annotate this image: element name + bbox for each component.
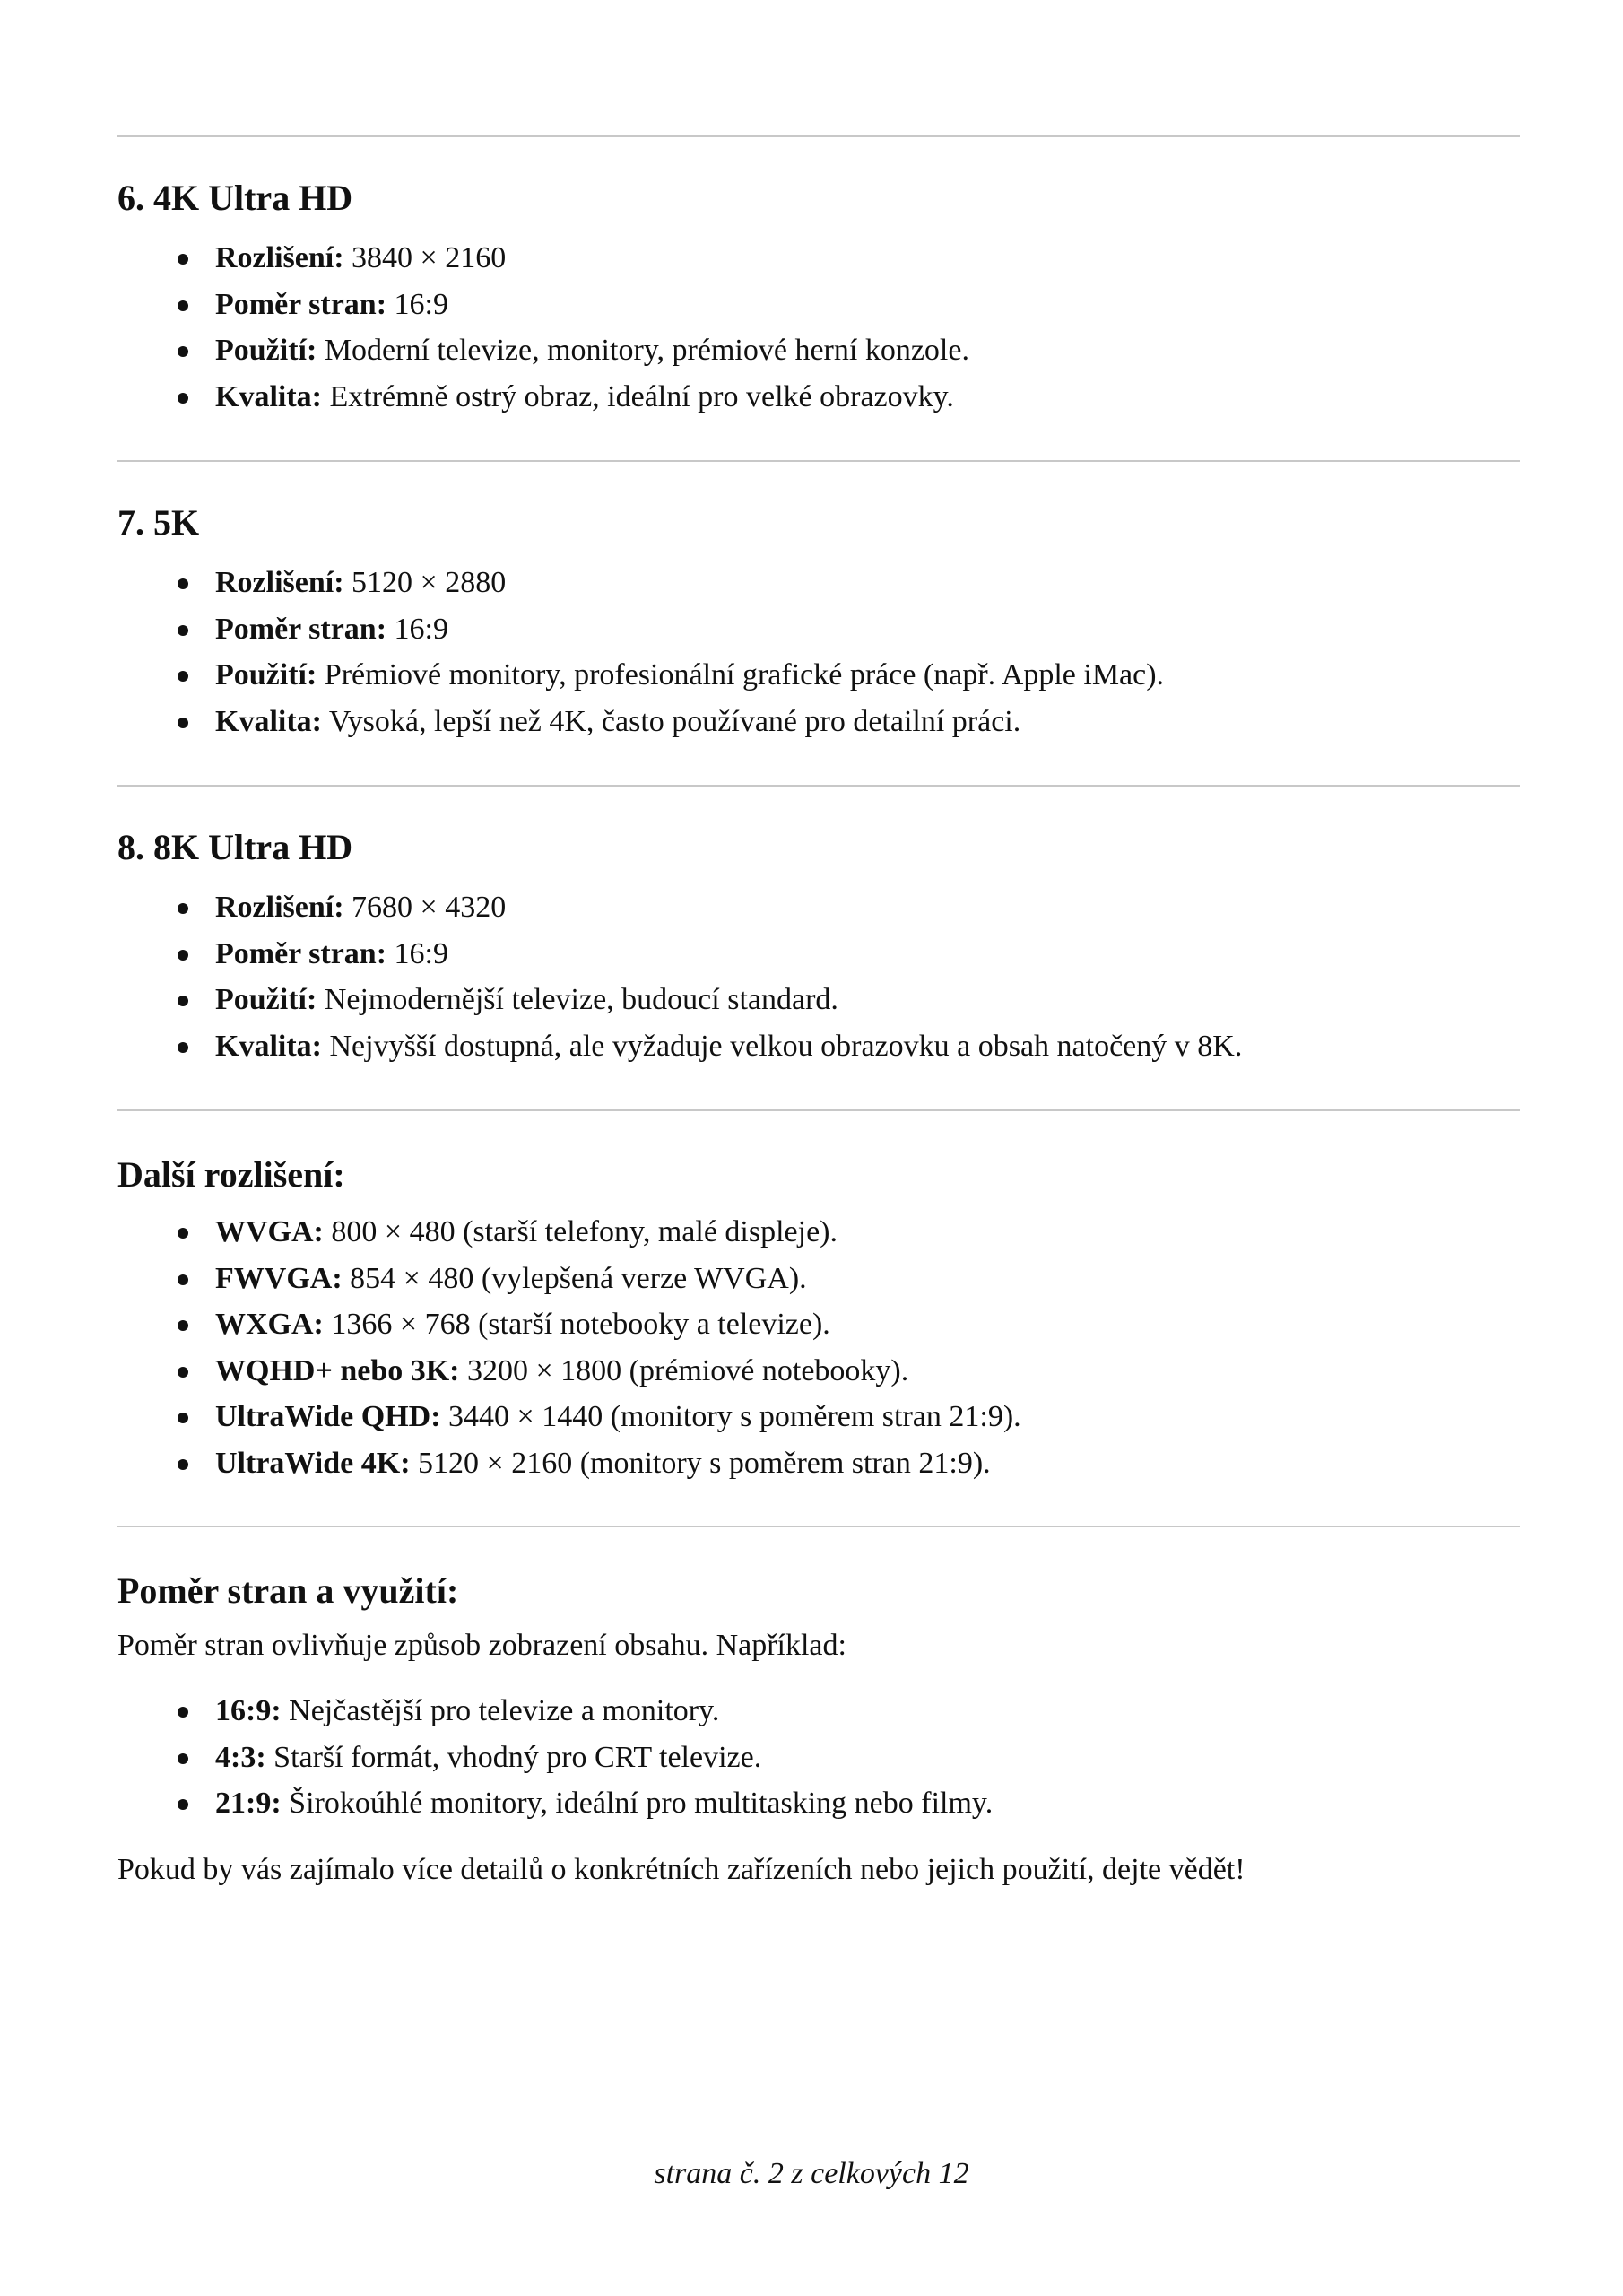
item-label: 4:3: <box>215 1740 266 1774</box>
spec-list-4k <box>117 235 969 420</box>
list-item <box>215 1023 1242 1070</box>
item-text: 5120 × 2160 (monitory s poměrem stran 21:9). <box>410 1446 991 1480</box>
other-resolutions-list <box>117 1209 1021 1486</box>
item-label: Použití: <box>215 658 317 691</box>
horizontal-rule <box>117 460 1520 462</box>
item-label: Kvalita: <box>215 704 322 738</box>
item-text: 16:9 <box>386 287 448 321</box>
list-item <box>215 1780 993 1827</box>
item-label: Kvalita: <box>215 1029 322 1063</box>
item-text: Starší formát, vhodný pro CRT televize. <box>265 1740 762 1774</box>
item-label: WVGA: <box>215 1215 324 1248</box>
list-item <box>215 699 1164 745</box>
section-heading-5k: 7. 5K <box>117 502 200 543</box>
list-item <box>215 606 1164 653</box>
item-label: Rozlišení: <box>215 241 344 274</box>
item-text: 16:9 <box>386 612 448 646</box>
item-text: Vysoká, lepší než 4K, často používané pro detailní práci. <box>321 704 1021 738</box>
item-text: Prémiové monitory, profesionální grafické práce (např. Apple iMac). <box>317 658 1165 691</box>
item-label: Poměr stran: <box>215 936 387 970</box>
list-item <box>215 884 1242 931</box>
item-label: Použití: <box>215 334 317 367</box>
item-label: Rozlišení: <box>215 891 344 924</box>
list-item <box>215 1394 1021 1440</box>
list-item <box>215 652 1164 699</box>
item-label: Rozlišení: <box>215 566 344 599</box>
item-text: 3440 × 1440 (monitory s poměrem stran 21:9). <box>440 1400 1021 1433</box>
item-label: UltraWide 4K: <box>215 1446 411 1480</box>
list-item <box>215 977 1242 1023</box>
list-item <box>215 560 1164 606</box>
list-item <box>215 282 969 328</box>
horizontal-rule <box>117 1526 1520 1527</box>
item-text: 16:9 <box>386 936 448 970</box>
list-item <box>215 1256 1021 1302</box>
item-label: 16:9: <box>215 1694 282 1727</box>
spec-list-8k <box>117 884 1242 1069</box>
spec-list-5k <box>117 560 1164 744</box>
horizontal-rule <box>117 785 1520 787</box>
section-heading-8k: 8. 8K Ultra HD <box>117 827 353 867</box>
item-text: 854 × 480 (vylepšená verze WVGA). <box>342 1261 807 1295</box>
item-label: 21:9: <box>215 1787 282 1820</box>
item-label: Kvalita: <box>215 379 322 413</box>
section-heading-other-resolutions: Další rozlišení: <box>117 1154 345 1195</box>
list-item <box>215 374 969 421</box>
list-item <box>215 1348 1021 1395</box>
item-text: Moderní televize, monitory, prémiové herní konzole. <box>317 334 969 367</box>
list-item <box>215 235 969 282</box>
horizontal-rule <box>117 1109 1520 1111</box>
item-label: WXGA: <box>215 1308 324 1341</box>
item-text: 3840 × 2160 <box>343 241 507 274</box>
list-item <box>215 1688 993 1735</box>
item-text: Extrémně ostrý obraz, ideální pro velké obrazovky. <box>321 379 954 413</box>
item-text: Širokoúhlé monitory, ideální pro multitasking nebo filmy. <box>281 1787 994 1820</box>
item-text: 5120 × 2880 <box>343 566 507 599</box>
item-label: Použití: <box>215 983 317 1016</box>
item-label: Poměr stran: <box>215 287 387 321</box>
item-text: Nejvyšší dostupná, ale vyžaduje velkou obrazovku a obsah natočený v 8K. <box>321 1029 1243 1063</box>
horizontal-rule <box>117 135 1520 137</box>
item-text: 7680 × 4320 <box>343 891 507 924</box>
list-item <box>215 327 969 374</box>
section-heading-4k: 6. 4K Ultra HD <box>117 178 353 218</box>
section-heading-aspect-ratio: Poměr stran a využití: <box>117 1570 459 1611</box>
list-item <box>215 1735 993 1781</box>
list-item <box>215 931 1242 978</box>
item-text: Nejčastější pro televize a monitory. <box>281 1694 720 1727</box>
item-text: 1366 × 768 (starší notebooky a televize). <box>323 1308 830 1341</box>
aspect-ratio-intro: Poměr stran ovlivňuje způsob zobrazení obsahu. Například: <box>117 1629 846 1662</box>
item-label: WQHD+ nebo 3K: <box>215 1353 460 1387</box>
item-text: 3200 × 1800 (prémiové notebooky). <box>459 1353 909 1387</box>
list-item <box>215 1440 1021 1487</box>
page-footer: strana č. 2 z celkových 12 <box>654 2157 969 2190</box>
list-item <box>215 1301 1021 1348</box>
aspect-ratio-list <box>117 1688 993 1827</box>
item-text: 800 × 480 (starší telefony, malé displeje). <box>323 1215 838 1248</box>
list-item <box>215 1209 1021 1256</box>
item-label: Poměr stran: <box>215 612 387 646</box>
closing-paragraph: Pokud by vás zajímalo více detailů o konkrétních zařízeních nebo jejich použití, dejte vědět! <box>117 1853 1245 1886</box>
item-label: FWVGA: <box>215 1261 343 1295</box>
item-text: Nejmodernější televize, budoucí standard. <box>317 983 838 1016</box>
item-label: UltraWide QHD: <box>215 1400 441 1433</box>
